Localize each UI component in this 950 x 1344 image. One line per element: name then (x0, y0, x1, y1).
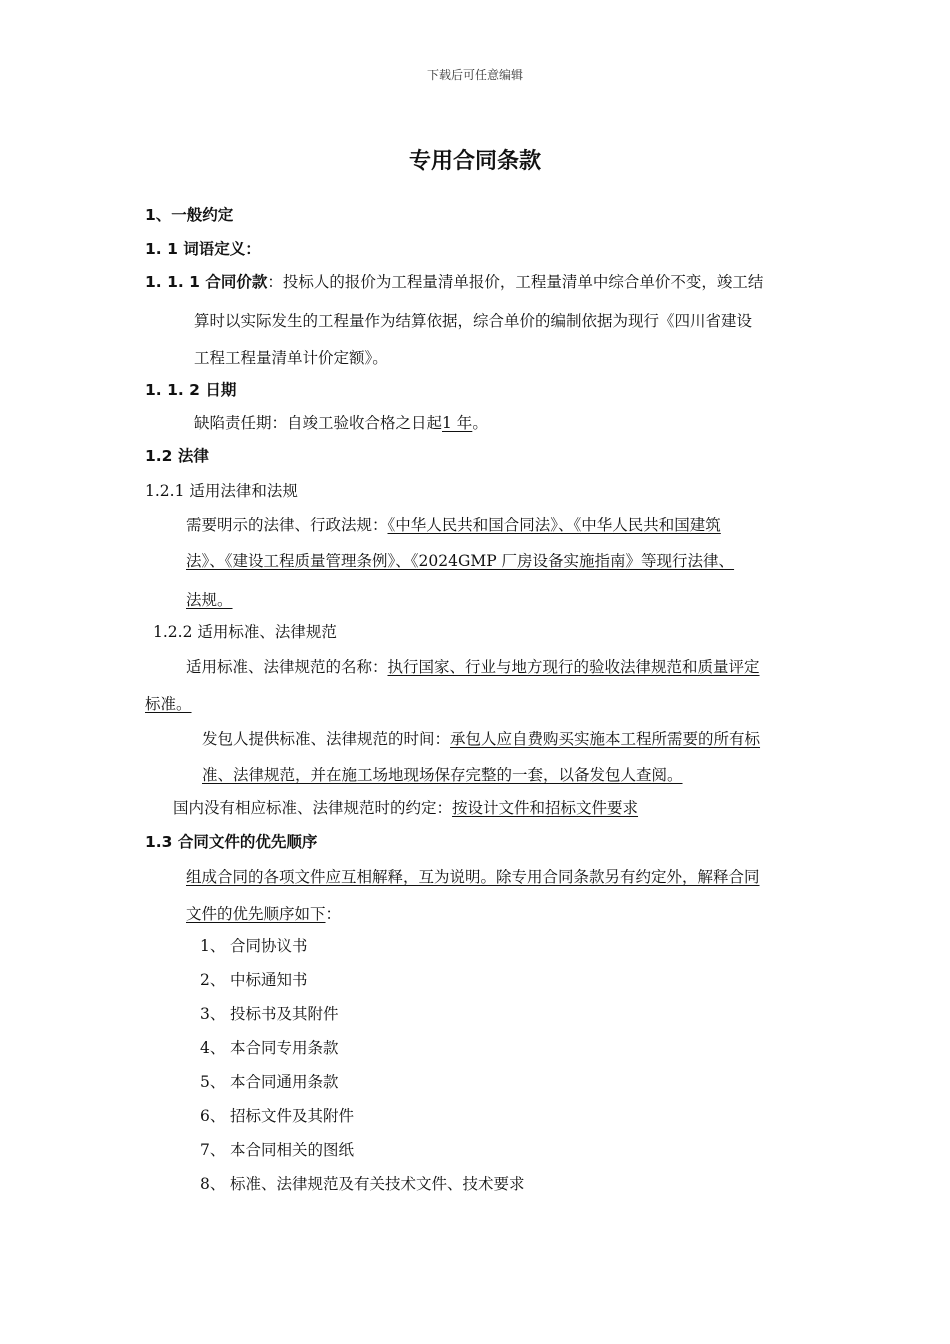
section-1-1-heading: 1. 1 词语定义： (145, 240, 261, 258)
priority-list-item (200, 1072, 339, 1092)
defect-liability-text: 缺陷责任期：自竣工验收合格之日起 (194, 414, 443, 432)
priority-list-item (200, 1140, 354, 1160)
list-item-text: 招标文件及其附件 (230, 1107, 355, 1125)
list-item-text: 中标通知书 (230, 971, 308, 989)
list-item-number: 3、 (200, 1005, 226, 1023)
list-item-text: 本合同通用条款 (230, 1073, 339, 1091)
clause-1-1-1-label: 1. 1. 1 合同价款 (145, 273, 268, 291)
list-item-number: 2、 (200, 971, 226, 989)
clause-1-1-1-line1 (145, 272, 763, 292)
standards-time-line1 (202, 729, 760, 749)
list-item-number: 1、 (200, 937, 226, 955)
list-item-text: 本合同专用条款 (230, 1039, 339, 1057)
list-item-text: 合同协议书 (230, 937, 308, 955)
list-item-number: 4、 (200, 1039, 226, 1057)
laws-line2: 法》、《建设工程质量管理条例》、《2024GMP 厂房设备实施指南》等现行法律、 (186, 552, 735, 570)
standards-time-text-1: 承包人应自费购买实施本工程所需要的所有标 (450, 730, 761, 748)
priority-intro-line2 (186, 904, 341, 924)
list-item-number: 6、 (200, 1107, 226, 1125)
list-item-number: 5、 (200, 1073, 226, 1091)
document-title: 专用合同条款 (408, 149, 541, 174)
list-item-number: 8、 (200, 1175, 226, 1193)
list-item-text: 本合同相关的图纸 (230, 1141, 355, 1159)
section-1-heading: 1、一般约定 (145, 206, 234, 224)
defect-liability-end: 。 (472, 414, 488, 432)
priority-list-item (200, 936, 308, 956)
clause-1-1-1-text: ：投标人的报价为工程量清单报价，工程量清单中综合单价不变，竣工结 (267, 273, 764, 291)
priority-list-item (200, 1038, 339, 1058)
domestic-standards-line (173, 798, 638, 818)
laws-list-1: 《中华人民共和国合同法》、《中华人民共和国建筑 (387, 516, 721, 534)
standards-time-line2: 准、法律规范，并在施工场地现场保存完整的一套，以备发包人查阅。 (202, 766, 683, 784)
page-header: 下载后可任意编辑 (426, 68, 523, 82)
defect-liability-duration: 1 年 (442, 414, 473, 432)
section-1-3-heading: 1.3 合同文件的优先顺序 (145, 833, 318, 851)
clause-1-1-1-line2: 算时以实际发生的工程量作为结算依据，综合单价的编制依据为现行《四川省建设 (194, 312, 753, 330)
laws-prefix: 需要明示的法律、行政法规： (186, 516, 388, 534)
clause-1-1-1-line3: 工程工程量清单计价定额》。 (194, 349, 388, 367)
list-item-number: 7、 (200, 1141, 226, 1159)
standards-time-prefix: 发包人提供标准、法律规范的时间： (202, 730, 451, 748)
standards-name-1: 执行国家、行业与地方现行的验收法律规范和质量评定 (387, 658, 760, 676)
clause-1-1-2-heading: 1. 1. 2 日期 (145, 381, 237, 399)
priority-list-item (200, 1106, 354, 1126)
laws-line1 (186, 515, 721, 535)
priority-intro-colon: ： (325, 905, 342, 923)
standards-line2: 标准。 (145, 695, 192, 713)
list-item-text: 标准、法律规范及有关技术文件、技术要求 (230, 1175, 525, 1193)
clause-1-2-1-heading: 1.2.1 适用法律和法规 (145, 482, 298, 500)
standards-line1 (186, 657, 760, 677)
domestic-standards-prefix: 国内没有相应标准、法律规范时的约定： (173, 799, 453, 817)
defect-liability-period (194, 413, 488, 433)
section-1-2-heading: 1.2 法律 (145, 447, 209, 465)
domestic-standards-text: 按设计文件和招标文件要求 (452, 799, 639, 817)
priority-list-item (200, 1174, 525, 1194)
priority-list-item (200, 1004, 339, 1024)
priority-intro-line1: 组成合同的各项文件应互相解释，互为说明。除专用合同条款另有约定外，解释合同 (186, 868, 760, 886)
priority-intro-text-2: 文件的优先顺序如下 (186, 905, 326, 923)
standards-prefix: 适用标准、法律规范的名称： (186, 658, 388, 676)
laws-line3: 法规。 (186, 591, 233, 609)
priority-list-item (200, 970, 308, 990)
list-item-text: 投标书及其附件 (230, 1005, 339, 1023)
clause-1-2-2-heading: 1.2.2 适用标准、法律规范 (153, 623, 337, 641)
